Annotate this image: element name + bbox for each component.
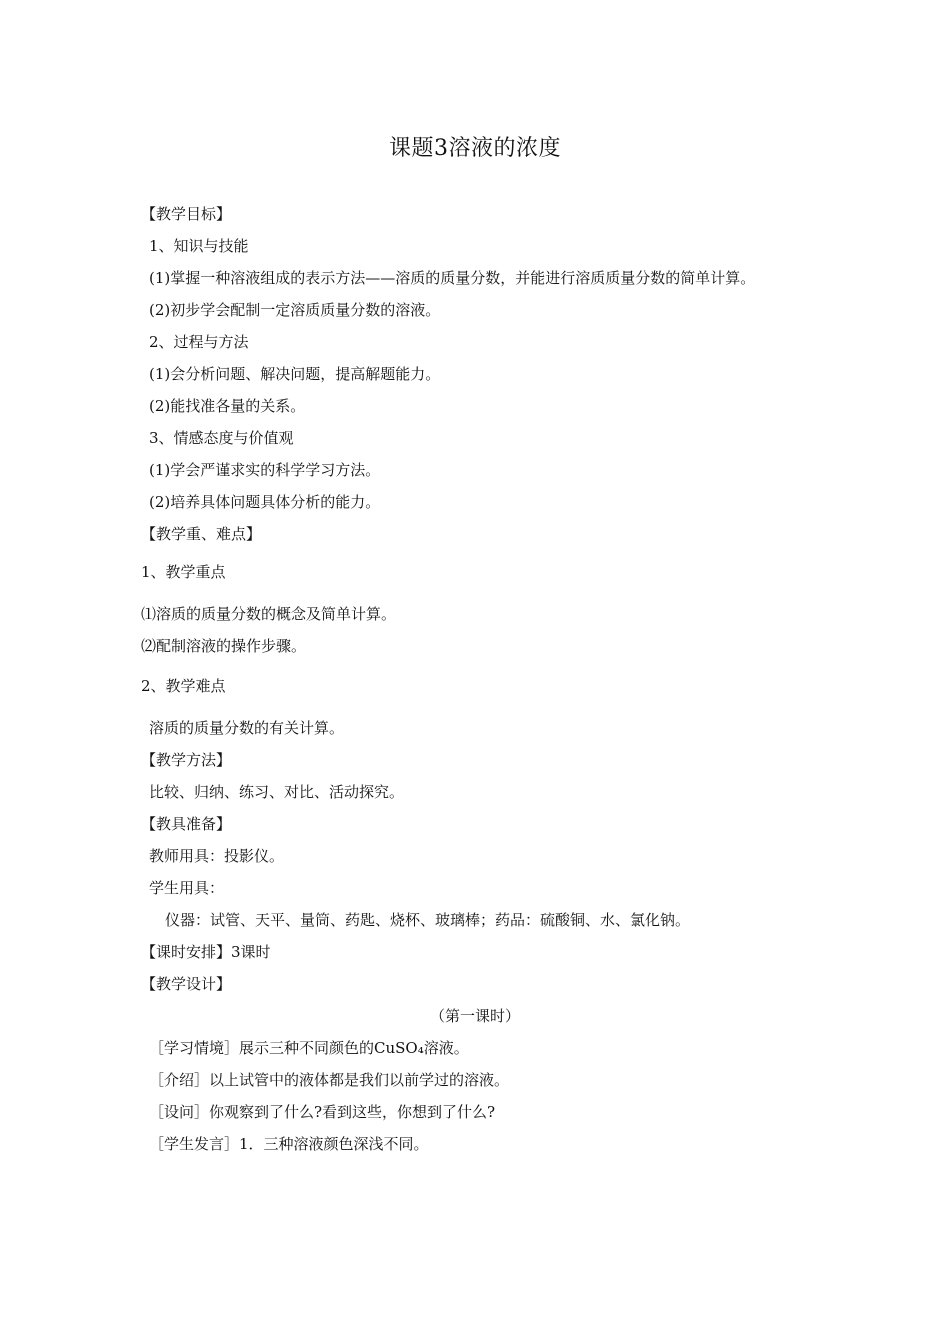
section-key-points: 【教学重、难点】 [141, 525, 262, 543]
design-step: ［学习情境］展示三种不同颜色的CuSO₄溶液。 [149, 1039, 469, 1057]
objective-heading-knowledge: 1、知识与技能 [149, 237, 249, 255]
objective-item: (2)初步学会配制一定溶质质量分数的溶液。 [149, 301, 441, 319]
design-step: ［学生发言］1．三种溶液颜色深浅不同。 [149, 1135, 429, 1153]
objective-item: (1)会分析问题、解决问题，提高解题能力。 [149, 365, 441, 383]
section-schedule: 【课时安排】3课时 [141, 943, 271, 961]
lesson-period-label: （第一课时） [429, 1007, 520, 1025]
design-step: ［介绍］以上试管中的液体都是我们以前学过的溶液。 [149, 1071, 510, 1089]
objective-item: (2)能找准各量的关系。 [149, 397, 306, 415]
key-point-item: ⑴溶质的质量分数的概念及简单计算。 [141, 605, 397, 623]
design-step: ［设问］你观察到了什么?看到这些，你想到了什么? [149, 1103, 496, 1121]
student-tools-label: 学生用具： [149, 879, 225, 897]
difficulty-item: 溶质的质量分数的有关计算。 [149, 719, 345, 737]
section-teaching-method: 【教学方法】 [141, 751, 232, 769]
document-title: 课题3溶液的浓度 [389, 136, 561, 161]
objective-heading-process: 2、过程与方法 [149, 333, 249, 351]
key-points-heading: 1、教学重点 [141, 563, 226, 581]
key-point-item: ⑵配制溶液的操作步骤。 [141, 637, 307, 655]
objective-item: (1)学会严谨求实的科学学习方法。 [149, 461, 381, 479]
objective-heading-attitude: 3、情感态度与价值观 [149, 429, 294, 447]
objective-item: (2)培养具体问题具体分析的能力。 [149, 493, 381, 511]
student-tools-list: 仪器：试管、天平、量筒、药匙、烧杯、玻璃棒；药品：硫酸铜、水、氯化钠。 [165, 911, 691, 929]
teaching-method-text: 比较、归纳、练习、对比、活动探究。 [149, 783, 405, 801]
section-teaching-aids: 【教具准备】 [141, 815, 232, 833]
section-teaching-objectives: 【教学目标】 [141, 205, 232, 223]
section-teaching-design: 【教学设计】 [141, 975, 232, 993]
objective-item: (1)掌握一种溶液组成的表示方法——溶质的质量分数，并能进行溶质质量分数的简单计算。 [149, 269, 756, 287]
teacher-tools: 教师用具：投影仪。 [149, 847, 285, 865]
difficulty-heading: 2、教学难点 [141, 677, 226, 695]
